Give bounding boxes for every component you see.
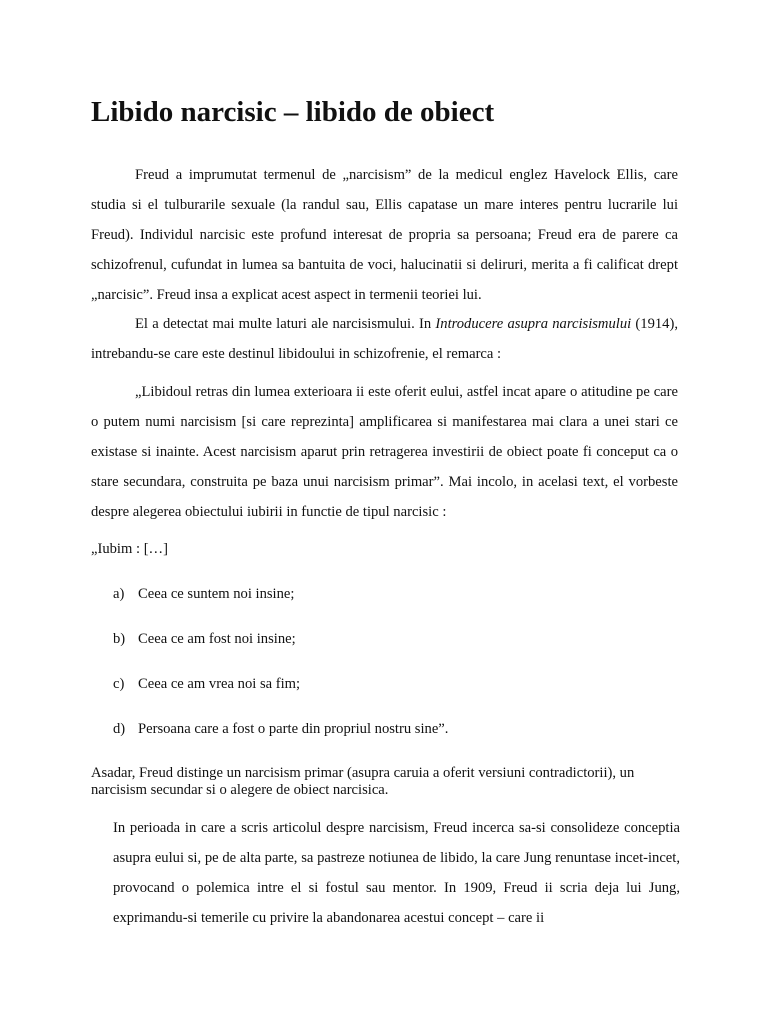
list-item-d (113, 714, 448, 744)
paragraph-conclusion: Asadar, Freud distinge un narcisism primar (asupra caruia a oferit versiuni contradictorii), un narcisism secundar si o alegere de obiect narcisica. (91, 765, 635, 798)
paragraph-iubim: „Iubim : […] (91, 541, 169, 557)
paragraph-2-text-after: (1914), intrebandu-se care este destinul libidoului in schizofrenie, el remarca : (91, 316, 678, 362)
list-marker-d: d) (113, 721, 126, 737)
paragraph-jung-polemic: In perioada in care a scris articolul despre narcisism, Freud incerca sa-si consolideze conceptia asupra eului si, pe de alta parte, sa pastreze notiunea de libido, la care Jung renuntase incet-incet, provocand o polemica intre el si fostul sau mentor. In 1909, Freud ii scria deja lui Jung, exprimandu-si temerile cu privire la abandonarea acestui concept – care ii (113, 820, 680, 926)
paragraph-2-text-before: El a detectat mai multe laturi ale narcisismului. In (135, 316, 436, 332)
book-title-italic: Introducere asupra narcisismului (435, 316, 632, 332)
list-text-a: Ceea ce suntem noi insine; (138, 586, 295, 602)
paragraph-narcissism-aspects (91, 309, 678, 369)
list-item-b (113, 624, 296, 654)
paragraph-freud-quote: „Libidoul retras din lumea exterioara ii este oferit eului, astfel incat apare o atitudine pe care o putem numi narcisism [si care reprezinta] amplificarea si manifestarea mai clara a unei stari ce existase si inainte. Acest narcisism aparut prin retragerea investirii de obiect poate fi conceput ca o stare secundara, construita pe baza unui narcisism primar”. Mai incolo, in acelasi text, el vorbeste despre alegerea obiectului iubirii in functie de tipul narcisic : (91, 384, 678, 520)
list-item-c (113, 669, 300, 699)
list-marker-a: a) (113, 586, 125, 602)
list-item-a (113, 579, 294, 609)
list-marker-b: b) (113, 631, 126, 647)
document-title: Libido narcisic – libido de obiect (91, 96, 495, 128)
list-text-d: Persoana care a fost o parte din propriul nostru sine”. (138, 721, 449, 737)
list-text-b: Ceea ce am fost noi insine; (138, 631, 296, 647)
list-marker-c: c) (113, 676, 125, 692)
list-text-c: Ceea ce am vrea noi sa fim; (138, 676, 301, 692)
paragraph-ellis-origin: Freud a imprumutat termenul de „narcisism” de la medicul englez Havelock Ellis, care studia si el tulburarile sexuale (la randul sau, Ellis capatase un mare interes pentru lucrarile lui Freud). Individul narcisic este profund interesat de propria sa persoana; Freud era de parere ca schizofrenul, cufundat in lumea sa bantuita de voci, halucinatii si deliruri, merita a fi calificat drept „narcisic”. Freud insa a explicat acest aspect in termenii teoriei lui. (91, 167, 678, 303)
